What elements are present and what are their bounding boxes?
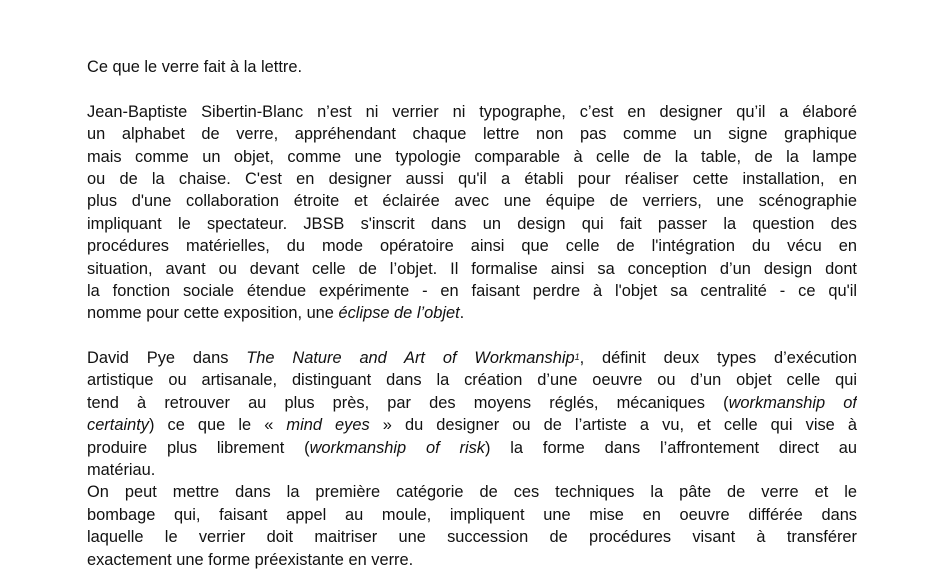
spacer bbox=[87, 78, 857, 100]
text-segment: , définit deux types d’exécution bbox=[579, 349, 857, 368]
text-line: la fonction sociale étendue expérimente - en faisant perdre à l'objet sa centralité - ce qu'il bbox=[87, 281, 857, 300]
paragraph-2 bbox=[87, 347, 857, 481]
text-line: mais comme un objet, comme une typologie comparable à celle de la table, de la lampe bbox=[87, 147, 857, 166]
text-line: laquelle le verrier doit maitriser une succession de procédures visant à transférer bbox=[87, 528, 857, 547]
text-line: Jean-Baptiste Sibertin-Blanc n’est ni verrier ni typographe, c’est en designer qu’il a élaboré bbox=[87, 102, 857, 121]
italic-phrase: certainty bbox=[87, 416, 149, 435]
text-line: impliquant le spectateur. JBSB s'inscrit dans un design qui fait passer la question des bbox=[87, 214, 857, 233]
text-line: un alphabet de verre, appréhendant chaque lettre non pas comme un signe graphique bbox=[87, 125, 857, 144]
text-segment: David Pye dans bbox=[87, 349, 247, 368]
text-line: procédures matérielles, du mode opératoire ainsi que celle de l'intégration du vécu en bbox=[87, 237, 857, 256]
text-segment: produire plus librement ( bbox=[87, 438, 310, 457]
text-segment: ) ce que le « bbox=[148, 416, 287, 435]
text-line: exactement une forme préexistante en verre. bbox=[87, 550, 414, 569]
text-line: matériau. bbox=[87, 461, 156, 480]
text-line bbox=[87, 414, 857, 436]
italic-phrase: éclipse de l’objet bbox=[338, 304, 460, 323]
text-line bbox=[87, 347, 857, 369]
text-line: ou de la chaise. C'est en designer aussi qu'il a établi pour réaliser cette installation, en bbox=[87, 169, 857, 188]
text-segment: nomme pour cette exposition, une bbox=[87, 304, 339, 323]
document-page bbox=[87, 56, 857, 571]
book-title: The Nature and Art of Workmanship bbox=[246, 349, 575, 368]
text-line: artistique ou artisanale, distinguant dans la création d’une oeuvre ou d’un objet celle qui bbox=[87, 371, 857, 390]
italic-phrase: mind eyes bbox=[286, 416, 370, 435]
text-segment: » du designer ou de l’artiste a vu, et celle qui vise à bbox=[369, 416, 857, 435]
text-line bbox=[87, 302, 857, 324]
text-line: On peut mettre dans la première catégorie de ces techniques la pâte de verre et le bbox=[87, 483, 857, 502]
text-segment: tend à retrouver au plus près, par des moyens réglés, mécaniques ( bbox=[87, 393, 729, 412]
text-line: situation, avant ou devant celle de l’objet. Il formalise ainsi sa conception d’un design dont bbox=[87, 259, 857, 278]
footnote-marker[interactable]: 1 bbox=[574, 352, 580, 363]
document-title: Ce que le verre fait à la lettre. bbox=[87, 58, 303, 76]
text-line: plus d'une collaboration étroite et éclairée avec une équipe de verriers, une scénographie bbox=[87, 192, 857, 211]
spacer bbox=[87, 325, 857, 347]
italic-phrase: workmanship of risk bbox=[309, 438, 485, 457]
text-segment: . bbox=[459, 304, 465, 323]
paragraph-3 bbox=[87, 481, 857, 571]
italic-phrase: workmanship of bbox=[728, 393, 857, 412]
text-segment: ) la forme dans l’affrontement direct au bbox=[485, 438, 857, 457]
text-line bbox=[87, 437, 857, 459]
text-line: bombage qui, faisant appel au moule, impliquent une mise en oeuvre différée dans bbox=[87, 505, 857, 524]
text-line bbox=[87, 392, 857, 414]
paragraph-1 bbox=[87, 101, 857, 325]
